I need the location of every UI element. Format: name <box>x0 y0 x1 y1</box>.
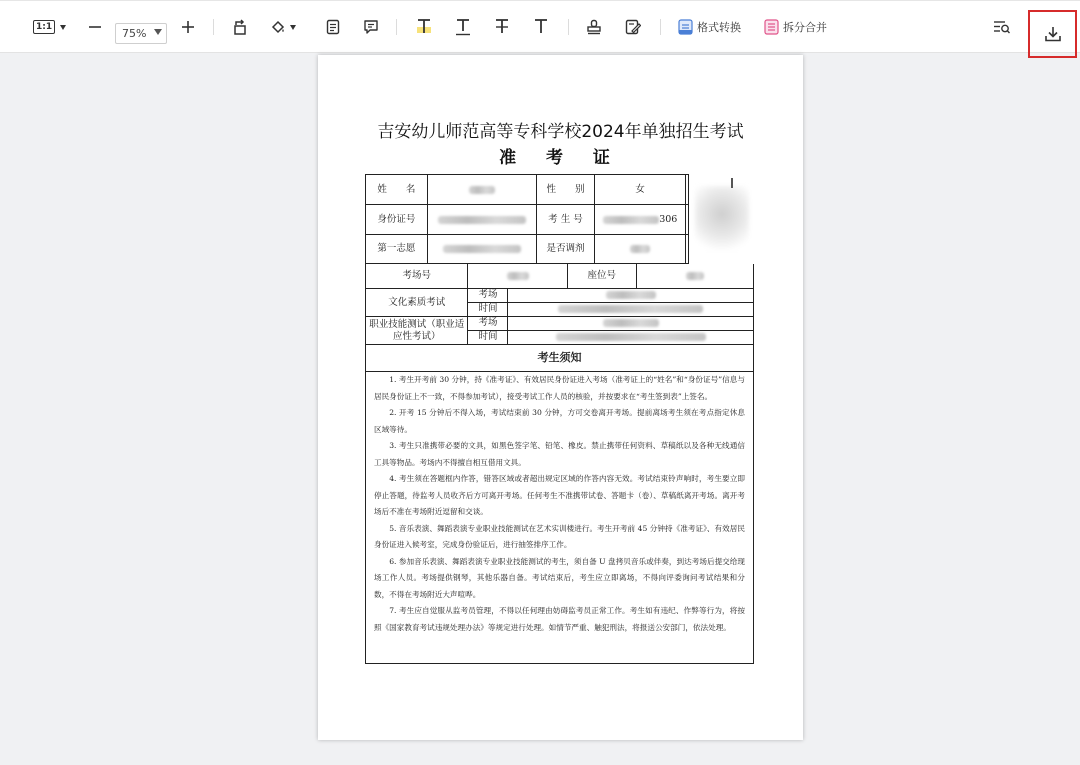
room-value <box>468 264 567 288</box>
find-icon <box>993 19 1011 35</box>
document-title: 吉安幼儿师范高等专科学校2024年单独招生考试 <box>377 122 744 142</box>
format-convert-button[interactable] <box>678 15 741 39</box>
notice-item: 4. 考生须在答题框内作答，错答区域或者超出规定区域的作答内容无效。考试结束铃声响时，考生要立即停止答题，待监考人员收齐后方可离开考场。任何考生不准携带试卷、答题卡（卷）、草稿纸离开考场。离开考场后不准在考场附近逗留和交谈。 <box>374 474 745 516</box>
adjust-label: 是否调剂 <box>537 235 595 263</box>
toolbar-divider <box>396 19 397 35</box>
text-highlight-icon <box>416 18 432 36</box>
room-label: 考场号 <box>366 264 468 288</box>
chevron-down-icon <box>290 25 296 30</box>
zoom-out-button[interactable] <box>86 15 104 39</box>
culture-exam-label: 文化素质考试 <box>366 289 468 316</box>
zoom-in-button[interactable] <box>179 15 197 39</box>
exam-no-partial: 306 <box>659 213 678 225</box>
notice-item: 5. 音乐表演、舞蹈表演专业职业技能测试在艺术实训楼进行。考生开考前 45 分钟持《准考证》、有效居民身份证进入候考室，完成身份验证后，进行抽签排序工作。 <box>374 523 745 549</box>
chevron-down-icon <box>60 25 66 30</box>
text-tool-button[interactable] <box>531 15 551 39</box>
gender-label: 性 别 <box>537 175 595 204</box>
gender-value: 女 <box>595 175 687 204</box>
rotate-button[interactable] <box>230 15 250 39</box>
notice-item: 7. 考生应自觉服从监考员管理，不得以任何理由妨碍监考员正常工作。考生如有违纪、作弊等行为，将按照《国家教育考试违规处理办法》等规定进行处理。如情节严重、触犯刑法，将报送公安部门，依法处理。 <box>374 606 745 632</box>
name-value <box>428 175 537 204</box>
form-row <box>366 264 753 289</box>
text-highlight-button[interactable] <box>414 15 434 39</box>
rotate-icon <box>232 19 248 35</box>
notice-title: 考生须知 <box>537 351 582 365</box>
comment-button[interactable] <box>361 15 381 39</box>
signature-button[interactable] <box>623 15 643 39</box>
seat-label: 座位号 <box>568 264 637 288</box>
stamp-button[interactable] <box>584 15 604 39</box>
venue-value <box>508 317 753 330</box>
time-value <box>508 303 753 316</box>
text-strikethrough-icon <box>494 18 510 36</box>
zoom-out-icon <box>88 20 102 34</box>
id-value <box>428 205 537 234</box>
toolbar-divider <box>213 19 214 35</box>
time-value <box>508 331 753 344</box>
text-tool-icon <box>533 18 549 36</box>
applicant-photo <box>688 174 755 264</box>
skill-exam-label: 职业技能测试（职业适应性考试） <box>366 317 468 344</box>
form-row <box>366 289 753 317</box>
notice-item: 2. 开考 15 分钟后不得入场，考试结束前 30 分钟，方可交卷离开考场。提前离场考生须在考点指定休息区域等待。 <box>374 408 745 434</box>
skill-exam-details <box>468 317 753 344</box>
format-convert-label: 格式转换 <box>697 21 741 34</box>
photo-mark <box>731 178 733 188</box>
id-label: 身份证号 <box>366 205 428 234</box>
comment-icon <box>363 19 379 35</box>
exam-no-value <box>595 205 687 234</box>
exam-no-label: 考 生 号 <box>537 205 595 234</box>
seat-value <box>637 264 753 288</box>
text-underline-button[interactable] <box>453 15 473 39</box>
format-convert-icon <box>678 19 693 35</box>
form-row <box>366 317 753 345</box>
download-button[interactable] <box>1028 10 1077 58</box>
signature-icon <box>625 19 641 35</box>
chevron-down-icon <box>154 29 162 35</box>
toolbar-divider <box>568 19 569 35</box>
text-strikethrough-button[interactable] <box>492 15 512 39</box>
choice-label: 第一志愿 <box>366 235 428 263</box>
venue-label: 考场 <box>468 317 508 330</box>
split-merge-label: 拆分合并 <box>783 21 827 34</box>
fill-color-button[interactable] <box>270 15 296 39</box>
toolbar-divider <box>660 19 661 35</box>
document-subtitle: 准 考 证 <box>499 148 622 168</box>
notice-item: 6. 参加音乐表演、舞蹈表演专业职业技能测试的考生，须自备 U 盘拷贝音乐或伴奏，到达考场后提交给现场工作人员。考场提供钢琴，其他乐器自备。考试结束后，考生应立即离场，不得向评委询问考试结果和分数，不得在考场附近大声喧哗。 <box>374 556 745 599</box>
time-label: 时间 <box>468 331 508 344</box>
zoom-select[interactable] <box>115 23 167 44</box>
fit-page-icon: 1:1 <box>33 20 55 34</box>
notice-item: 3. 考生只准携带必要的文具，如黑色签字笔、铅笔、橡皮。禁止携带任何资料、草稿纸以及各种无线通信工具等物品。考场内不得擅自相互借用文具。 <box>374 441 745 467</box>
venue-label: 考场 <box>468 289 508 302</box>
blurred-photo <box>695 186 749 256</box>
adjust-value <box>595 235 687 263</box>
time-label: 时间 <box>468 303 508 316</box>
split-merge-button[interactable] <box>764 15 827 39</box>
text-underline-icon <box>455 18 471 36</box>
fill-color-icon <box>270 19 286 35</box>
document-page <box>318 55 803 740</box>
choice-value <box>428 235 537 263</box>
toolbar <box>0 0 1080 53</box>
culture-exam-details <box>468 289 753 316</box>
find-button[interactable] <box>992 15 1012 39</box>
stamp-icon <box>586 19 602 35</box>
fit-page-button[interactable] <box>33 15 66 39</box>
notice-content <box>365 368 754 664</box>
download-icon <box>1044 25 1062 43</box>
notice-item: 1. 考生开考前 30 分钟，持《准考证》、有效居民身份证进入考场（准考证上的“姓名”和“身份证号”信息与居民身份证上不一致，不得参加考试），接受考试工作人员的核验，并按要求在“考生签到表”上签名。 <box>374 375 745 401</box>
note-button[interactable] <box>323 15 343 39</box>
split-merge-icon <box>764 19 779 35</box>
zoom-value: 75% <box>122 27 147 40</box>
venue-value <box>508 289 753 302</box>
note-icon <box>326 19 340 35</box>
zoom-in-icon <box>181 20 195 34</box>
name-label: 姓 名 <box>366 175 428 204</box>
